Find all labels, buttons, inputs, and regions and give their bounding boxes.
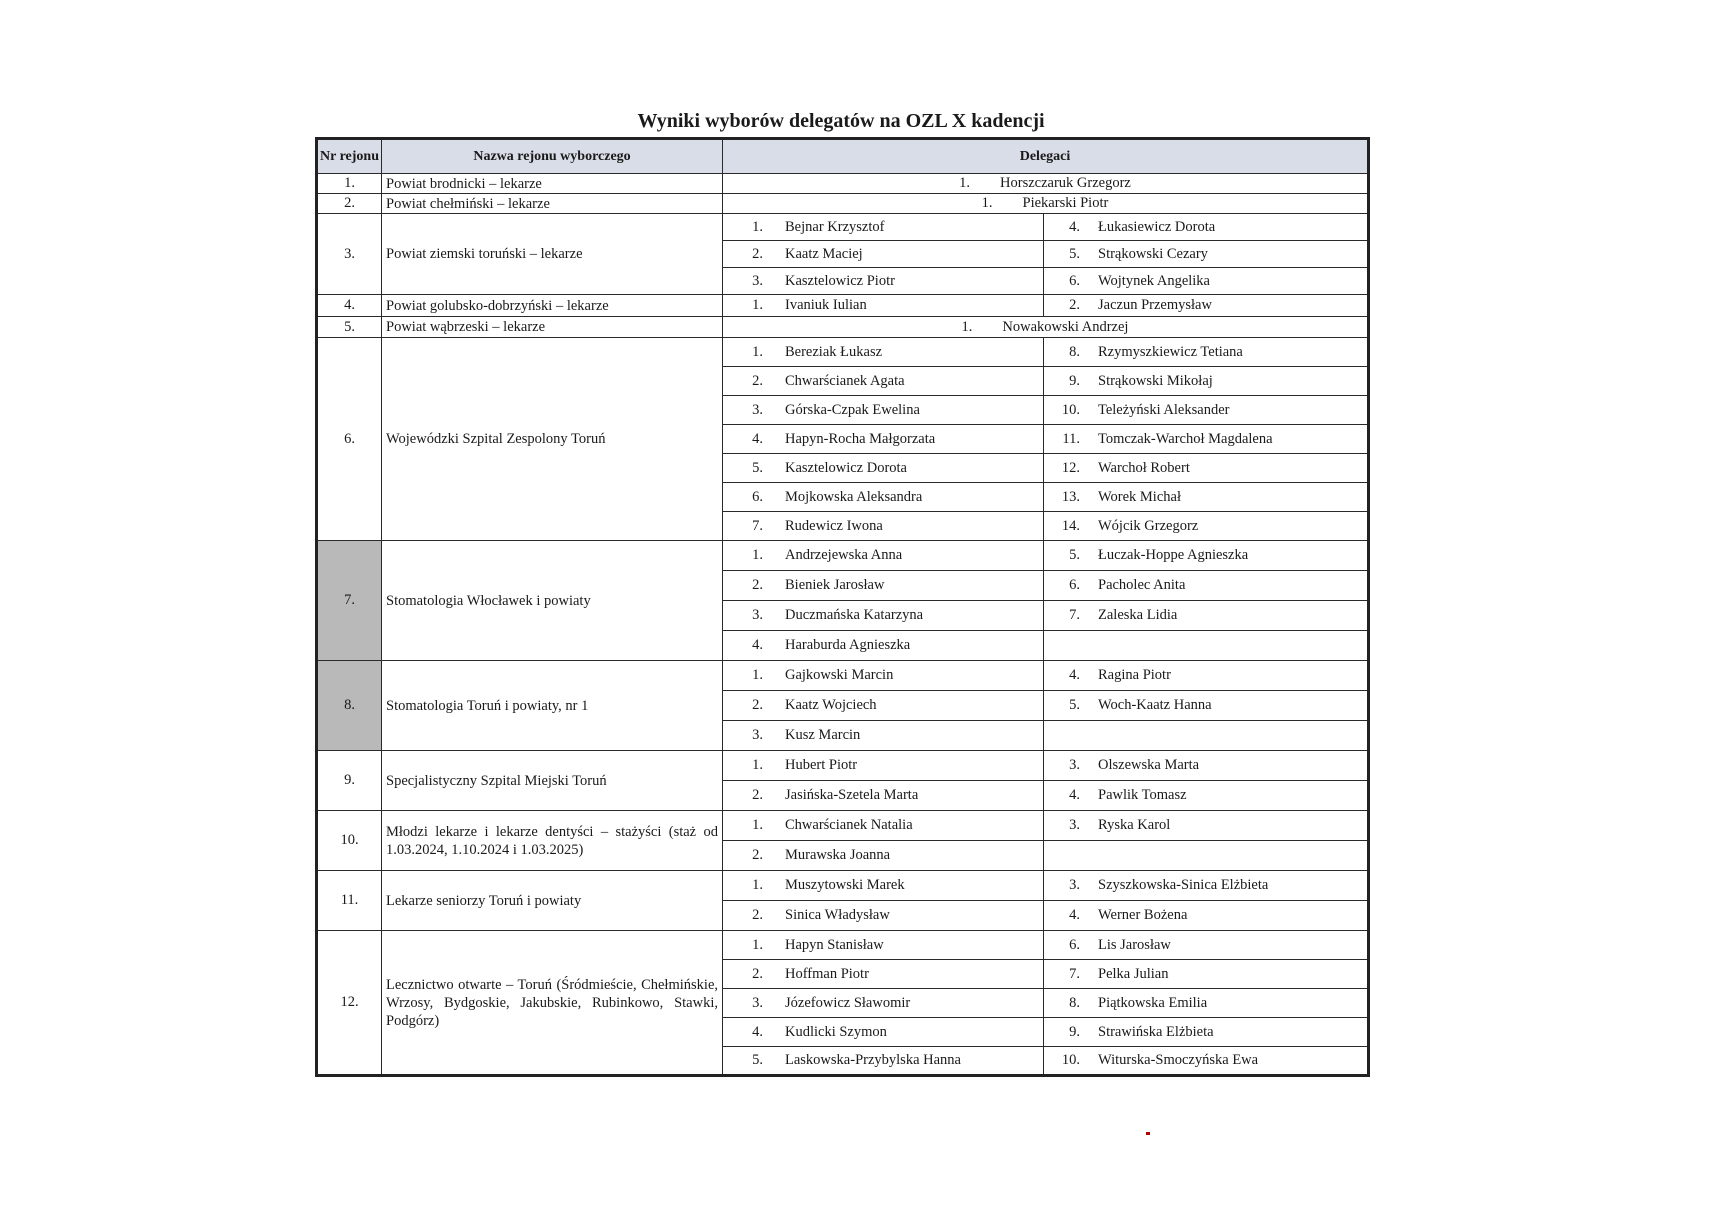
results-body [317,174,1369,1076]
delegate-name: Rzymyszkiewicz Tetiana [1098,343,1243,360]
delegate-name: Łuczak-Hoppe Agnieszka [1098,547,1249,563]
delegate-name: Jasińska-Szetela Marta [785,787,919,803]
delegate-cell [723,317,1369,338]
delegate-cell [723,367,1044,396]
delegate-name: Kaatz Maciej [785,245,863,262]
delegate-number: 14. [1061,517,1080,534]
delegate-cell [723,194,1369,214]
delegate-number: 2. [752,372,763,389]
delegate-name: Murawska Joanna [785,847,891,863]
delegate-name: Ivaniuk Iulian [785,297,867,313]
delegate-name: Strąkowski Cezary [1098,245,1208,262]
delegate-name: Ragina Piotr [1098,667,1171,683]
table-row [317,931,1369,960]
delegate-name: Kasztelowicz Piotr [785,272,895,289]
table-row [317,317,1369,338]
delegate-cell [1044,295,1369,317]
delegate-cell [723,901,1044,931]
delegate-cell [1044,338,1369,367]
delegate-cell [723,631,1044,661]
delegate-cell [1044,811,1369,841]
delegate-cell [723,454,1044,483]
delegate-cell [1044,751,1369,781]
delegate-name: Zaleska Lidia [1098,607,1178,623]
delegate-number: 9. [1069,1023,1080,1040]
delegate-cell [723,241,1044,268]
delegate-number: 1. [752,547,763,563]
delegate-number: 2. [752,577,763,593]
delegate-number: 8. [1069,343,1080,360]
delegate-name: Kusz Marcin [785,727,861,743]
delegate-number: 2. [752,245,763,262]
delegate-name: Hoffman Piotr [785,965,869,982]
delegate-number: 12. [1061,459,1080,476]
delegate-cell [1044,631,1369,661]
delegate-cell [723,601,1044,631]
delegate-name: Pelka Julian [1098,965,1169,982]
delegate-number: 3. [1069,817,1080,833]
delegate-cell [1044,989,1369,1018]
delegate-number: 1. [752,343,763,360]
region-name: Stomatologia Włocławek i powiaty [382,541,723,661]
delegate-name: Bieniek Jarosław [785,577,885,593]
delegate-number: 7. [752,517,763,534]
delegate-name: Piątkowska Emilia [1098,994,1208,1011]
delegate-name: Ryska Karol [1098,817,1171,833]
delegate-number: 4. [752,637,763,653]
delegate-name: Olszewska Marta [1098,757,1200,773]
region-number: 6. [317,338,382,541]
delegate-name: Jaczun Przemysław [1098,297,1212,313]
region-name: Wojewódzki Szpital Zespolony Toruń [382,338,723,541]
region-name: Stomatologia Toruń i powiaty, nr 1 [382,661,723,751]
delegate-number: 1. [981,195,993,211]
delegate-name: Górska-Czpak Ewelina [785,401,920,418]
delegate-name: Witurska-Smoczyńska Ewa [1098,1052,1259,1068]
delegate-cell [1044,483,1369,512]
table-row [317,174,1369,194]
delegate-name: Pawlik Tomasz [1098,787,1187,803]
delegate-number: 4. [752,430,763,447]
delegate-cell [1044,781,1369,811]
delegate-cell [723,1018,1044,1047]
delegate-cell [1044,871,1369,901]
delegate-cell [1044,396,1369,425]
delegate-cell [1044,541,1369,571]
table-row [317,871,1369,901]
delegate-cell [723,174,1369,194]
delegate-cell [1044,901,1369,931]
delegate-number: 3. [1069,757,1080,773]
delegate-name: Teleżyński Aleksander [1098,401,1230,418]
stray-mark [1146,1132,1150,1135]
delegate-cell [723,338,1044,367]
delegate-name: Worek Michał [1098,488,1181,505]
region-name: Powiat golubsko-dobrzyński – lekarze [382,295,723,317]
delegate-cell [1044,425,1369,454]
delegate-name: Gajkowski Marcin [785,667,894,683]
delegate-number: 2. [752,787,763,803]
delegate-name: Szyszkowska-Sinica Elżbieta [1098,877,1269,893]
delegate-number: 11. [1062,430,1080,447]
delegate-name: Józefowicz Sławomir [785,994,911,1011]
delegate-cell [723,1047,1044,1076]
delegate-number: 3. [752,401,763,418]
delegate-number: 2. [752,697,763,713]
delegate-number: 1. [752,218,763,235]
delegate-number: 2. [1069,297,1080,313]
delegate-cell [1044,960,1369,989]
delegate-number: 2. [752,965,763,982]
delegate-name: Haraburda Agnieszka [785,637,911,653]
delegate-cell [723,781,1044,811]
delegate-number: 4. [752,1023,763,1040]
delegate-number: 9. [1069,372,1080,389]
table-row [317,295,1369,317]
region-name: Specjalistyczny Szpital Miejski Toruń [382,751,723,811]
delegate-name: Kudlicki Szymon [785,1023,887,1040]
delegate-cell [1044,721,1369,751]
region-number: 5. [317,317,382,338]
table-row [317,338,1369,367]
delegate-name: Hapyn-Rocha Małgorzata [785,430,936,447]
delegate-cell [723,661,1044,691]
delegate-number: 6. [752,488,763,505]
region-number: 7. [317,541,382,661]
region-name: Powiat chełmiński – lekarze [382,194,723,214]
delegate-number: 7. [1069,607,1080,623]
delegate-cell [723,931,1044,960]
region-number: 10. [317,811,382,871]
region-number: 2. [317,194,382,214]
delegate-number: 1. [752,297,763,313]
delegate-cell [723,295,1044,317]
delegate-number: 2. [752,907,763,923]
delegate-name: Warchoł Robert [1098,459,1190,476]
delegate-name: Woch-Kaatz Hanna [1098,697,1212,713]
delegate-name: Piekarski Piotr [1022,195,1109,211]
region-name: Powiat brodnicki – lekarze [382,174,723,194]
region-number: 12. [317,931,382,1076]
header-region-name: Nazwa rejonu wyborczego [382,139,723,174]
delegate-number: 1. [752,817,763,833]
region-name: Lecznictwo otwarte – Toruń (Śródmieście, Chełmińskie, Wrzosy, Bydgoskie, Jakubskie, Rubinkowo, Stawki, Podgórz) [382,931,723,1076]
delegate-number: 6. [1069,272,1080,289]
delegate-number: 1. [752,757,763,773]
delegate-cell [723,989,1044,1018]
delegate-number: 4. [1069,907,1080,923]
delegate-number: 5. [1069,245,1080,262]
delegate-number: 1. [752,877,763,893]
header-delegates: Delegaci [723,139,1369,174]
delegate-number: 3. [752,727,763,743]
delegate-cell [1044,661,1369,691]
delegate-number: 1. [959,175,971,191]
delegate-cell [723,691,1044,721]
region-number: 8. [317,661,382,751]
delegate-cell [1044,601,1369,631]
delegate-number: 1. [752,667,763,683]
delegate-name: Werner Bożena [1098,907,1188,923]
table-row [317,194,1369,214]
region-name: Lekarze seniorzy Toruń i powiaty [382,871,723,931]
delegate-name: Laskowska-Przybylska Hanna [785,1052,961,1068]
delegate-cell [1044,841,1369,871]
delegate-cell [723,268,1044,295]
delegate-cell [723,751,1044,781]
delegate-cell [723,425,1044,454]
delegate-number: 4. [1069,667,1080,683]
delegate-number: 1. [752,936,763,953]
delegate-cell [723,960,1044,989]
delegate-number: 5. [752,1052,763,1068]
region-number: 4. [317,295,382,317]
delegate-name: Bejnar Krzysztof [785,218,885,235]
delegate-number: 3. [1069,877,1080,893]
delegate-cell [723,541,1044,571]
table-row [317,661,1369,691]
delegate-cell [723,483,1044,512]
delegate-name: Kaatz Wojciech [785,697,877,713]
delegate-cell [1044,367,1369,396]
delegate-number: 13. [1061,488,1080,505]
delegate-number: 3. [752,607,763,623]
delegate-cell [723,811,1044,841]
delegate-cell [1044,512,1369,541]
delegate-cell [1044,241,1369,268]
delegate-name: Andrzejewska Anna [785,547,903,563]
delegate-cell [1044,214,1369,241]
delegate-cell [723,871,1044,901]
region-number: 11. [317,871,382,931]
delegate-name: Strawińska Elżbieta [1098,1023,1214,1040]
delegate-cell [1044,691,1369,721]
delegate-number: 6. [1069,936,1080,953]
delegate-name: Wojtynek Angelika [1098,272,1210,289]
delegate-name: Mojkowska Aleksandra [785,488,923,505]
header-row [317,139,1369,174]
region-number: 1. [317,174,382,194]
delegate-number: 7. [1069,965,1080,982]
document-title: Wyniki wyborów delegatów na OZL X kadencji [637,110,1045,132]
results-table [315,137,1370,1077]
delegate-cell [1044,931,1369,960]
delegate-number: 10. [1061,401,1080,418]
delegate-cell [723,571,1044,601]
table-row [317,751,1369,781]
delegate-number: 3. [752,272,763,289]
table-row [317,811,1369,841]
delegate-cell [1044,571,1369,601]
delegate-number: 3. [752,994,763,1011]
delegate-cell [723,841,1044,871]
region-name: Powiat wąbrzeski – lekarze [382,317,723,338]
delegate-name: Chwarścianek Natalia [785,817,913,833]
delegate-name: Łukasiewicz Dorota [1098,218,1216,235]
delegate-name: Nowakowski Andrzej [1002,318,1129,335]
delegate-cell [723,721,1044,751]
delegate-number: 8. [1069,994,1080,1011]
delegate-name: Muszytowski Marek [785,877,905,893]
delegate-cell [1044,1018,1369,1047]
delegate-number: 4. [1069,218,1080,235]
delegate-number: 5. [1069,547,1080,563]
delegate-name: Duczmańska Katarzyna [785,607,924,623]
region-name: Młodzi lekarze i lekarze dentyści – stażyści (staż od 1.03.2024, 1.10.2024 i 1.03.2025) [382,811,723,871]
delegate-number: 6. [1069,577,1080,593]
region-name: Powiat ziemski toruński – lekarze [382,214,723,295]
delegate-cell [1044,454,1369,483]
delegate-cell [723,214,1044,241]
delegate-name: Pacholec Anita [1098,577,1186,593]
delegate-name: Chwarścianek Agata [785,372,905,389]
delegate-name: Tomczak-Warchoł Magdalena [1098,430,1273,447]
region-number: 3. [317,214,382,295]
delegate-cell [723,396,1044,425]
delegate-number: 5. [752,459,763,476]
delegate-number: 10. [1061,1052,1080,1068]
delegate-number: 2. [752,847,763,863]
table-row [317,214,1369,241]
delegate-number: 1. [961,318,973,335]
delegate-cell [723,512,1044,541]
delegate-name: Hapyn Stanisław [785,936,884,953]
table-row [317,541,1369,571]
delegate-name: Bereziak Łukasz [785,343,883,360]
delegate-name: Rudewicz Iwona [785,517,883,534]
delegate-name: Horszczaruk Grzegorz [1000,175,1131,191]
delegate-name: Strąkowski Mikołaj [1098,372,1213,389]
delegate-name: Lis Jarosław [1098,936,1171,953]
delegate-name: Kasztelowicz Dorota [785,459,907,476]
delegate-number: 4. [1069,787,1080,803]
delegate-cell [1044,268,1369,295]
delegate-name: Hubert Piotr [785,757,858,773]
header-nr: Nr rejonu [317,139,382,174]
region-number: 9. [317,751,382,811]
delegate-name: Sinica Władysław [785,907,890,923]
delegate-number: 5. [1069,697,1080,713]
delegate-cell [1044,1047,1369,1076]
delegate-name: Wójcik Grzegorz [1098,517,1199,534]
